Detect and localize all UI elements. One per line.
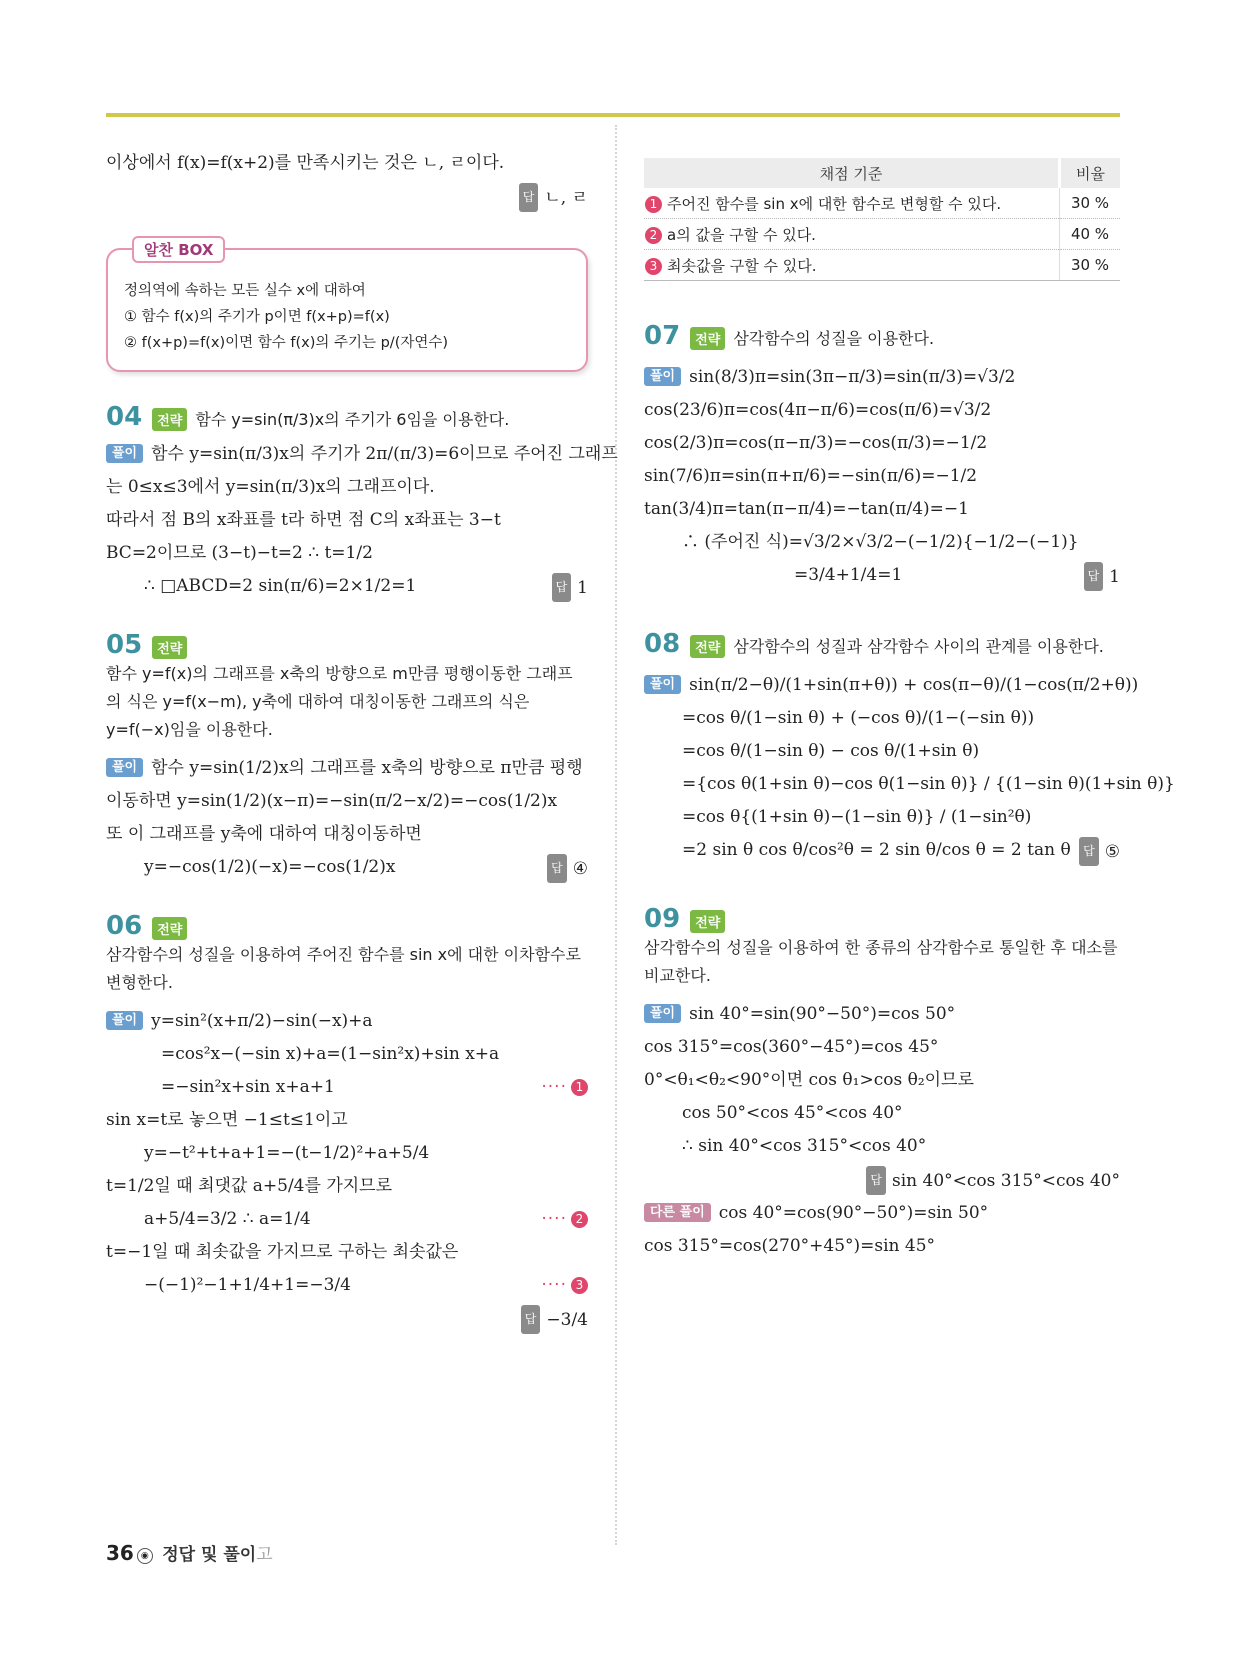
problem-number: 08	[644, 629, 681, 659]
info-box-line: ① 함수 f(x)의 주기가 p이면 f(x+p)=f(x)	[124, 309, 390, 325]
info-box-line: ② f(x+p)=f(x)이면 함수 f(x)의 주기는 p/(자연수)	[124, 335, 449, 351]
solution-line: 0°<θ₁<θ₂<90°이면 cos θ₁>cos θ₂이므로	[644, 1070, 974, 1090]
strategy-text: 삼각함수의 성질을 이용한다.	[733, 329, 935, 348]
problem-04-header	[106, 402, 588, 434]
solution-line: =−sin²x+sin x+a+1 ···· 1	[106, 1074, 588, 1101]
page-number: 36	[106, 1541, 134, 1565]
alt-solution-line: cos 315°=cos(270°+45°)=sin 45°	[644, 1236, 936, 1256]
answer: 답 ⑤	[1079, 837, 1120, 866]
solution-line: ∴ □ABCD=2 sin(π/6)=2×1/2=1 답 1	[106, 573, 588, 600]
answer: 답 sin 40°<cos 315°<cos 40°	[866, 1166, 1120, 1195]
solution-line: 풀이 함수 y=sin(π/3)x의 주기가 2π/(π/3)=6이므로 주어진 그래프	[106, 440, 588, 468]
criterion-number: 2	[645, 227, 662, 244]
solution-line: sin x=t로 놓으면 −1≤t≤1이고	[106, 1110, 348, 1130]
strategy-badge: 전략	[690, 327, 725, 350]
left-column	[106, 140, 618, 1338]
problem-number: 06	[106, 911, 143, 941]
solution-line: t=−1일 때 최솟값을 가지므로 구하는 최솟값은	[106, 1242, 459, 1262]
solution-badge: 풀이	[106, 1011, 143, 1030]
problem-number: 07	[644, 321, 681, 351]
problem-09-header	[644, 904, 1120, 934]
solution-line: tan(3/4)π=tan(π−π/4)=−tan(π/4)=−1	[644, 499, 969, 519]
info-box-tag: 알찬 BOX	[132, 236, 225, 263]
step-marker: ···· 1	[541, 1074, 588, 1101]
solution-line: ∴ (주어진 식)=√3/2×√3/2−(−1/2){−1/2−(−1)}	[682, 532, 1079, 552]
solution-line: 풀이 sin 40°=sin(90°−50°)=cos 50°	[644, 1000, 1120, 1028]
solution-line: y=−cos(1/2)(−x)=−cos(1/2)x 답 ④	[106, 854, 588, 881]
info-box-line: 정의역에 속하는 모든 실수 x에 대하여	[124, 283, 366, 299]
answer-row	[644, 1166, 1120, 1193]
problem-number: 05	[106, 630, 143, 660]
solution-line: cos(23/6)π=cos(4π−π/6)=cos(π/6)=√3/2	[644, 400, 992, 420]
table-header-row	[644, 158, 1120, 188]
solution-line: y=−t²+t+a+1=−(t−1/2)²+a+5/4	[144, 1143, 430, 1163]
solution-line: cos 50°<cos 45°<cos 40°	[682, 1103, 903, 1123]
solution-badge: 풀이	[644, 675, 681, 694]
solution-line: 풀이 y=sin²(x+π/2)−sin(−x)+a	[106, 1007, 588, 1035]
solution-line: 또 이 그래프를 y축에 대하여 대칭이동하면	[106, 824, 422, 844]
intro-line: 이상에서 f(x)=f(x+2)를 만족시키는 것은 ㄴ, ㄹ이다.	[106, 153, 505, 173]
solution-line: =3/4+1/4=1 답 1	[644, 562, 1120, 589]
problem-08-header	[644, 629, 1120, 661]
answer-badge: 답	[1079, 837, 1099, 866]
table-cell: 30 %	[1060, 188, 1121, 219]
solution-line: =cos²x−(−sin x)+a=(1−sin²x)+sin x+a	[161, 1044, 500, 1064]
problem-number: 04	[106, 402, 143, 432]
solution-line: t=1/2일 때 최댓값 a+5/4를 가지므로	[106, 1176, 393, 1196]
problem-05-header	[106, 630, 588, 660]
answer-row	[106, 1305, 588, 1332]
alt-solution-badge: 다른 풀이	[644, 1203, 711, 1222]
alt-solution-line: 다른 풀이 cos 40°=cos(90°−50°)=sin 50°	[644, 1199, 1120, 1227]
strategy-text: 삼각함수의 성질과 삼각함수 사이의 관계를 이용한다.	[733, 637, 1104, 656]
solution-line: 는 0≤x≤3에서 y=sin(π/3)x의 그래프이다.	[106, 477, 435, 497]
solution-line: ∴ sin 40°<cos 315°<cos 40°	[682, 1136, 927, 1156]
solution-line: =cos θ{(1+sin θ)−(1−sin θ)} / (1−sin²θ)	[682, 807, 1032, 827]
solution-line: 이동하면 y=sin(1/2)(x−π)=−sin(π/2−x/2)=−cos(1/2)x	[106, 791, 558, 811]
solution-line: BC=2이므로 (3−t)−t=2 ∴ t=1/2	[106, 543, 373, 563]
top-rule	[106, 113, 1120, 117]
answer-badge: 답	[521, 1305, 541, 1334]
answer-badge: 답	[547, 854, 567, 883]
table-row	[644, 250, 1120, 281]
solution-line: cos 315°=cos(360°−45°)=cos 45°	[644, 1037, 939, 1057]
strategy-badge: 전략	[152, 636, 187, 659]
solution-line: 풀이 함수 y=sin(1/2)x의 그래프를 x축의 방향으로 π만큼 평행	[106, 754, 588, 782]
table-cell: 40 %	[1060, 219, 1121, 250]
answer-badge: 답	[519, 183, 539, 212]
solution-line: sin(7/6)π=sin(π+π/6)=−sin(π/6)=−1/2	[644, 466, 978, 486]
answer: 답 −3/4	[521, 1305, 588, 1334]
step-marker: ···· 3	[541, 1272, 588, 1299]
step-marker: ···· 2	[541, 1206, 588, 1233]
problem-06-header	[106, 911, 588, 941]
answer-badge: 답	[1084, 562, 1104, 591]
solution-line: ={cos θ(1+sin θ)−cos θ(1−sin θ)} / {(1−sin θ)(1+sin θ)}	[682, 774, 1175, 794]
book-title-suffix: 고	[256, 1545, 273, 1565]
strategy-text: 함수 y=sin(π/3)x의 주기가 6임을 이용한다.	[195, 410, 510, 429]
grading-table	[644, 158, 1120, 281]
strategy-text: 함수 y=f(x)의 그래프를 x축의 방향으로 m만큼 평행이동한 그래프의 식은 y=f(x−m), y축에 대하여 대칭이동한 그래프의 식은 y=f(−x)임을 이용한다.	[106, 664, 573, 739]
solution-line: cos(2/3)π=cos(π−π/3)=−cos(π/3)=−1/2	[644, 433, 988, 453]
answer: 답 1	[552, 573, 588, 602]
criterion-number: 1	[645, 196, 662, 213]
problem-07-header	[644, 321, 1120, 353]
strategy-text: 삼각함수의 성질을 이용하여 한 종류의 삼각함수로 통일한 후 대소를 비교한다.	[644, 938, 1118, 985]
solution-line: −(−1)²−1+1/4+1=−3/4 ···· 3	[106, 1272, 588, 1299]
problem-number: 09	[644, 904, 681, 934]
strategy-text: 삼각함수의 성질을 이용하여 주어진 함수를 sin x에 대한 이차함수로 변형한다.	[106, 945, 581, 992]
circle-icon: ◉	[137, 1548, 153, 1564]
strategy-badge: 전략	[690, 910, 725, 933]
solution-line: a+5/4=3/2 ∴ a=1/4 ···· 2	[106, 1206, 588, 1233]
answer-badge: 답	[866, 1166, 886, 1195]
table-cell: 2 a의 값을 구할 수 있다.	[644, 219, 1060, 250]
answer: 답 ㄴ, ㄹ	[519, 183, 588, 212]
table-row	[644, 188, 1120, 219]
strategy-badge: 전략	[152, 917, 187, 940]
solution-line: 풀이 sin(8/3)π=sin(3π−π/3)=sin(π/3)=√3/2	[644, 363, 1120, 391]
right-column	[644, 140, 1175, 1266]
criterion-number: 3	[645, 258, 662, 275]
solution-badge: 풀이	[106, 758, 143, 777]
table-cell: 3 최솟값을 구할 수 있다.	[644, 250, 1060, 281]
solution-line: =cos θ/(1−sin θ) − cos θ/(1+sin θ)	[682, 741, 980, 761]
solution-badge: 풀이	[644, 1004, 681, 1023]
solution-line: =2 sin θ cos θ/cos²θ = 2 sin θ/cos θ = 2 tan θ 답 ⑤	[644, 837, 1120, 864]
table-header: 채점 기준	[644, 158, 1060, 188]
info-box	[106, 241, 588, 372]
answer: 답 1	[1084, 562, 1120, 591]
strategy-badge: 전략	[152, 408, 187, 431]
column-divider	[615, 125, 617, 1545]
table-header: 비율	[1060, 158, 1121, 188]
table-row	[644, 219, 1120, 250]
book-title: 정답 및 풀이	[162, 1545, 257, 1565]
intro-answer-row	[106, 183, 588, 210]
answer: 답 ④	[547, 854, 588, 883]
answer-badge: 답	[552, 573, 572, 602]
strategy-badge: 전략	[690, 635, 725, 658]
solution-badge: 풀이	[644, 367, 681, 386]
solution-line: =cos θ/(1−sin θ) + (−cos θ)/(1−(−sin θ))	[682, 708, 1035, 728]
solution-line: 따라서 점 B의 x좌표를 t라 하면 점 C의 x좌표는 3−t	[106, 510, 501, 530]
table-cell: 30 %	[1060, 250, 1121, 281]
table-cell: 1 주어진 함수를 sin x에 대한 함수로 변형할 수 있다.	[644, 188, 1060, 219]
solution-line: 풀이 sin(π/2−θ)/(1+sin(π+θ)) + cos(π−θ)/(1−cos(π/2+θ))	[644, 671, 1120, 699]
solution-badge: 풀이	[106, 444, 143, 463]
page-footer	[106, 1540, 273, 1565]
